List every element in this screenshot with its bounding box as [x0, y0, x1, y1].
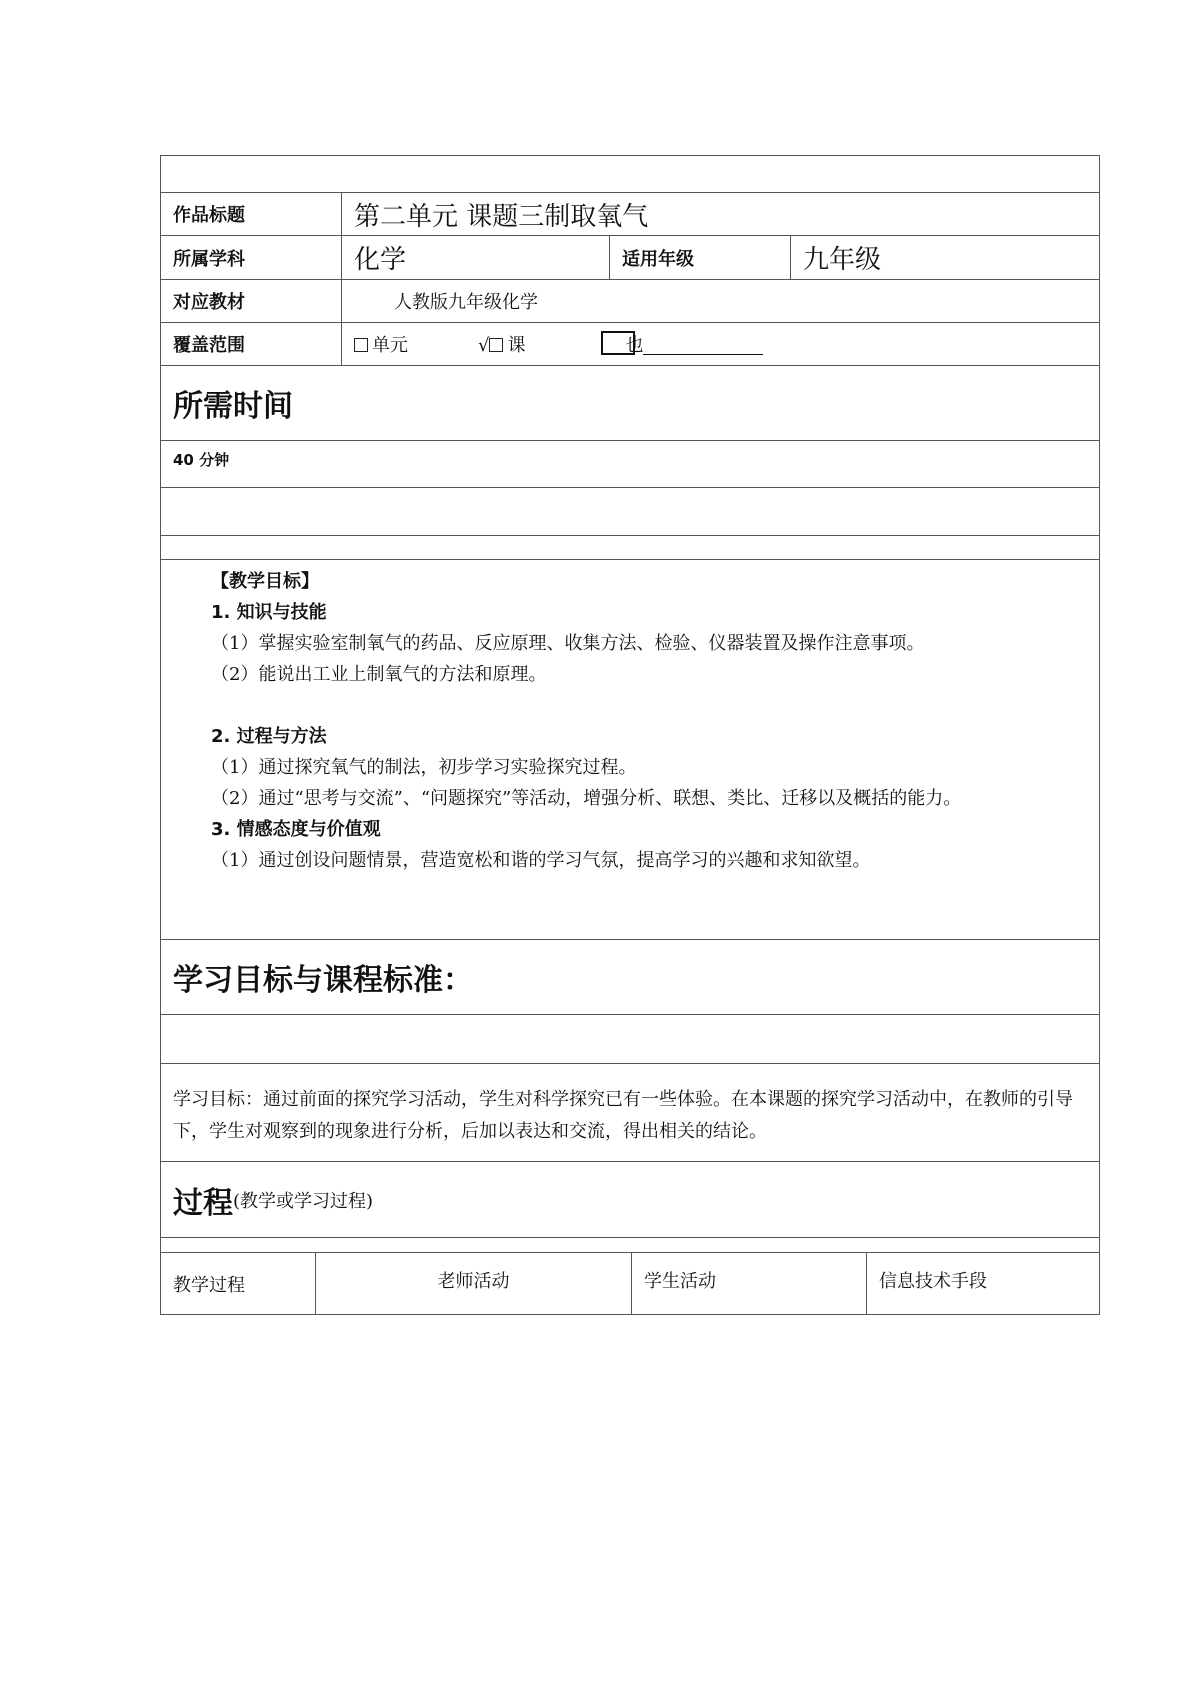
process-method-title: 2. 过程与方法: [211, 726, 327, 747]
lesson-plan-form: [160, 155, 1100, 1315]
process-heading-row: [161, 1162, 1099, 1238]
lesson-option[interactable]: [478, 331, 525, 357]
coverage-options: [341, 323, 1099, 365]
process-heading: [161, 1162, 1099, 1237]
col-teacher-activity: 老师活动: [315, 1253, 631, 1314]
coverage-label: 覆盖范围: [173, 335, 245, 356]
unit-option[interactable]: [354, 331, 408, 357]
goal-item: （1）通过探究氧气的制法，初步学习实验探究过程。: [211, 757, 637, 778]
teaching-goals-title: 【教学目标】: [211, 571, 319, 592]
grade-label: 适用年级: [609, 236, 790, 279]
unit-checkbox[interactable]: [354, 338, 368, 352]
coverage-row: [161, 323, 1099, 366]
work-title-label: 作品标题: [173, 205, 245, 226]
col-student-activity: 学生活动: [631, 1253, 866, 1314]
other-option-label: 也: [625, 335, 644, 356]
blank-row: [161, 488, 1099, 536]
unit-option-label: 单元: [372, 335, 408, 356]
knowledge-skills-title: 1. 知识与技能: [211, 602, 327, 623]
process-table-header: [161, 1253, 1099, 1315]
goal-item: （1）掌握实验室制氧气的药品、反应原理、收集方法、检验、仪器装置及操作注意事项。: [211, 633, 925, 654]
grade-value: 九年级: [790, 236, 1099, 279]
subject-value: 化学: [341, 236, 609, 279]
goal-item: （2）通过“思考与交流”、“问题探究”等活动，增强分析、联想、类比、迁移以及概括的能力。: [211, 788, 962, 809]
subject-grade-row: [161, 236, 1099, 280]
textbook-value: 人教版九年级化学: [341, 280, 1099, 322]
textbook-row: [161, 280, 1099, 323]
teaching-goals-row: [161, 560, 1099, 940]
objectives-paragraph-row: [161, 1064, 1099, 1162]
process-title: 过程: [173, 1185, 233, 1221]
goal-item: （1）通过创设问题情景，营造宽松和谐的学习气氛，提高学习的兴趣和求知欲望。: [211, 850, 871, 871]
objectives-heading-row: [161, 940, 1099, 1015]
col-it-means: 信息技术手段: [866, 1253, 1099, 1314]
attitude-values-title: 3. 情感态度与价值观: [211, 819, 381, 840]
time-heading: 所需时间: [173, 389, 293, 424]
other-fill-line[interactable]: [643, 336, 763, 355]
lesson-option-label: 课: [507, 335, 526, 356]
teaching-goals: [161, 560, 1099, 939]
other-option[interactable]: [601, 331, 763, 357]
blank-row: [161, 156, 1099, 193]
objectives-paragraph: 学习目标：通过前面的探究学习活动，学生对科学探究已有一些体验。在本课题的探究学习活动中，在教师的引导下，学生对观察到的现象进行分析，后加以表达和交流，得出相关的结论。: [173, 1089, 1073, 1142]
subject-label: 所属学科: [173, 248, 245, 270]
process-subtitle: (教学或学习过程): [233, 1190, 374, 1212]
blank-row: [161, 1238, 1099, 1253]
time-value-row: [161, 441, 1099, 488]
checkmark-icon: √: [478, 335, 490, 356]
blank-row: [161, 536, 1099, 560]
textbook-label: 对应教材: [173, 292, 245, 313]
lesson-checkbox[interactable]: [489, 338, 503, 352]
time-heading-row: [161, 366, 1099, 441]
col-teaching-process: 教学过程: [173, 1274, 245, 1296]
blank-row: [161, 1015, 1099, 1064]
work-title-row: [161, 193, 1099, 236]
objectives-heading: 学习目标与课程标准：: [173, 963, 473, 998]
work-title-value: 第二单元 课题三制取氧气: [341, 193, 1099, 235]
time-value: 40 分钟: [173, 451, 230, 469]
goal-item: （2）能说出工业上制氧气的方法和原理。: [211, 664, 547, 685]
